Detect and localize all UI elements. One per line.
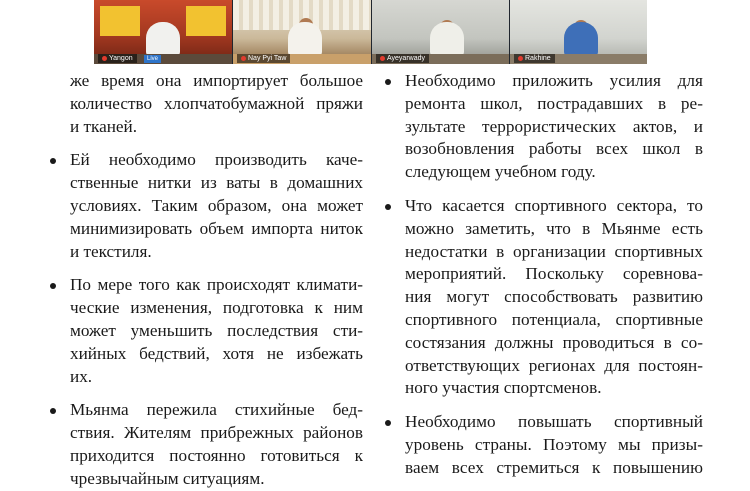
participant [146,22,180,56]
text-line: Необходимо приложить усилия для [405,71,703,90]
red-dot-icon [380,56,385,61]
text-line: их. [70,366,93,386]
text-line: недостатки в организации спортивных [405,241,703,261]
bullet-icon [385,204,391,210]
text-line: хийных бедствий, хотя не избежать [70,343,363,363]
right-text-column [385,70,703,480]
bullet-paragraph [50,149,363,263]
red-dot-icon [241,56,246,61]
bullet-paragraph [385,411,703,479]
participant [430,22,464,56]
panel-caption: Rakhine [514,54,555,63]
text-line: Мьянма пережила стихийные бед- [70,400,363,420]
bullet-icon [385,79,391,85]
panel-caption: Ayeyarwady [376,54,429,63]
conference-panel-3 [372,0,509,64]
text-line: зультате террористических актов, и [405,116,703,136]
text-line: ваем всех стремиться к повышению [405,457,703,477]
flag-decoration [186,6,226,36]
text-line: ного участия спортсменов. [405,378,602,398]
live-badge: Live [144,55,161,63]
panel-caption: Yangon [98,54,137,63]
text-line: же время она импортирует большое [70,71,363,90]
bullet-paragraph [385,195,703,400]
text-line: уровень страны. Поэтому мы призы- [405,434,703,454]
text-line: состязания должны проводиться в со- [405,332,703,352]
conference-panel-2 [233,0,371,64]
text-line: может уменьшить последствия сти- [70,320,363,340]
text-line: ческие изменения, подготовка к ним [70,298,363,318]
text-line: можно заметить, что в Мьянме есть [405,218,703,238]
conference-panel-1 [94,0,232,64]
text-line: и тканей. [70,116,138,136]
participant [288,22,322,56]
text-line: возобновления работы всех школ в [405,139,703,159]
conference-panel-4 [510,0,647,64]
text-line: условиях. Таким образом, она может [70,195,363,215]
text-line: чрезвычайным ситуациям. [70,468,265,488]
text-line: количество хлопчатобумажной пряжи [70,93,363,113]
text-line: минимизировать объем импорта ниток [70,218,363,238]
text-line: ремонта школ, пострадавших в ре- [405,93,703,113]
video-conference-photo [94,0,647,64]
text-line: приходится постоянно готовиться к [70,445,363,465]
text-line: ния могут способствовать развитию [405,287,703,307]
text-line: следующем учебном году. [405,162,596,182]
text-line: По мере того как происходят климати- [70,275,363,295]
panel-caption: Nay Pyi Taw [237,54,290,63]
red-dot-icon [518,56,523,61]
bullet-paragraph [50,274,363,388]
text-line: ственные нитки из ваты в домашних [70,173,363,193]
bullet-paragraph [50,399,363,490]
flag-decoration [100,6,140,36]
paragraph [50,70,363,138]
text-line: спортивного потенциала, спортивные [405,309,703,329]
text-line: ответствующих регионах для постоян- [405,355,703,375]
bullet-paragraph [385,70,703,184]
text-line: мероприятий. Поскольку соревнова- [405,264,703,284]
red-dot-icon [102,56,107,61]
text-line: Ей необходимо производить каче- [70,150,363,170]
text-line: ствия. Жителям прибрежных районов [70,423,363,443]
participant [564,22,598,56]
left-text-column [50,70,363,491]
text-line: и текстиля. [70,241,152,261]
text-line: Необходимо повышать спортивный [405,412,703,432]
text-line: Что касается спортивного сектора, то [405,195,703,215]
